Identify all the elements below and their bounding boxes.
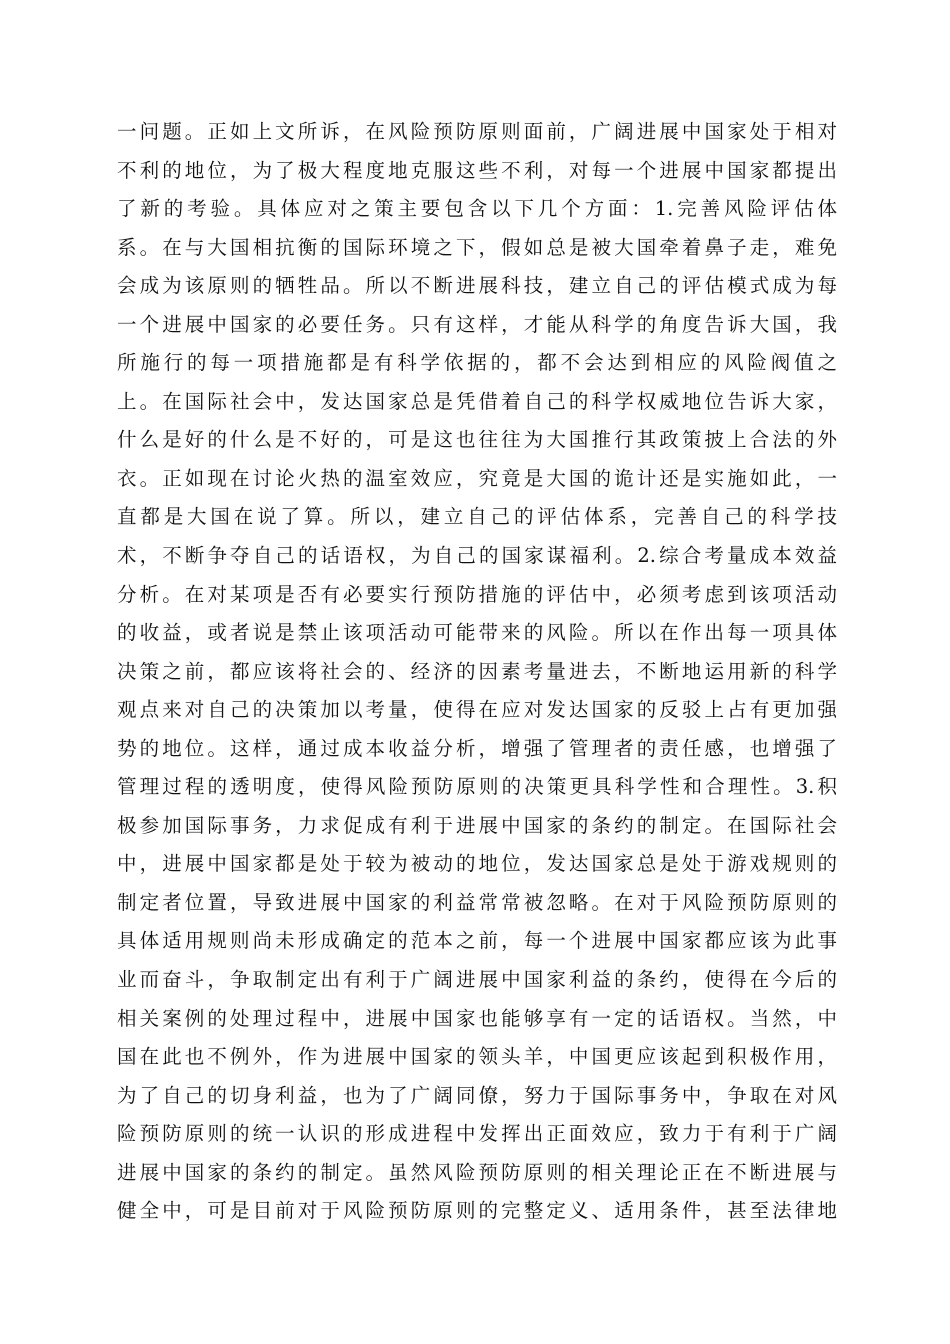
text-line-24: 相关案例的处理过程中，进展中国家也能够享有一定的话语权。当然，中 [117,1006,837,1030]
text-line-20: 中，进展中国家都是处于较为被动的地位，发达国家总是处于游戏规则的 [117,852,837,876]
text-line-9: 什么是好的什么是不好的，可是这也往往为大国推行其政策披上合法的外 [117,428,837,452]
text-line-13: 分析。在对某项是否有必要实行预防措施的评估中，必须考虑到该项活动 [117,582,837,606]
text-line-8: 上。在国际社会中，发达国家总是凭借着自己的科学权威地位告诉大家， [117,389,837,413]
text-line-5: 会成为该原则的牺牲品。所以不断进展科技，建立自己的评估模式成为每 [117,274,837,298]
text-line-1: 一问题。正如上文所诉，在风险预防原则面前，广阔进展中国家处于相对 [117,120,837,143]
text-line-22: 具体适用规则尚未形成确定的范本之前，每一个进展中国家都应该为此事 [117,929,837,953]
text-line-15: 决策之前，都应该将社会的、经济的因素考量进去，不断地运用新的科学 [117,659,837,683]
text-line-7: 所施行的每一项措施都是有科学依据的，都不会达到相应的风险阀值之 [117,351,837,375]
text-line-6: 一个进展中国家的必要任务。只有这样，才能从科学的角度告诉大国，我 [117,312,837,336]
text-line-2: 不利的地位，为了极大程度地克服这些不利，对每一个进展中国家都提出 [117,158,837,182]
text-line-17: 势的地位。这样，通过成本收益分析，增强了管理者的责任感，也增强了 [117,736,837,760]
text-line-16: 观点来对自己的决策加以考量，使得在应对发达国家的反驳上占有更加强 [117,698,837,722]
text-line-18: 管理过程的透明度，使得风险预防原则的决策更具科学性和合理性。3.积 [117,775,837,799]
text-line-10: 衣。正如现在讨论火热的温室效应，究竟是大国的诡计还是实施如此，一 [117,466,837,490]
text-line-3: 了新的考验。具体应对之策主要包含以下几个方面：1.完善风险评估体 [117,197,837,221]
text-line-4: 系。在与大国相抗衡的国际环境之下，假如总是被大国牵着鼻子走，难免 [117,235,837,259]
text-line-21: 制定者位置，导致进展中国家的利益常常被忽略。在对于风险预防原则的 [117,890,837,914]
text-line-26: 为了自己的切身利益，也为了广阔同僚，努力于国际事务中，争取在对风 [117,1083,837,1107]
text-line-19: 极参加国际事务，力求促成有利于进展中国家的条约的制定。在国际社会 [117,813,837,837]
text-line-14: 的收益，或者说是禁止该项活动可能带来的风险。所以在作出每一项具体 [117,621,837,645]
text-line-23: 业而奋斗，争取制定出有利于广阔进展中国家利益的条约，使得在今后的 [117,968,837,992]
text-line-28: 进展中国家的条约的制定。虽然风险预防原则的相关理论正在不断进展与 [117,1160,837,1184]
text-line-12: 术，不断争夺自己的话语权，为自己的国家谋福利。2.综合考量成本效益 [117,544,837,568]
text-line-29: 健全中，可是目前对于风险预防原则的完整定义、适用条件，甚至法律地 [117,1199,837,1223]
body-text [117,113,837,1231]
text-line-25: 国在此也不例外，作为进展中国家的领头羊，中国更应该起到积极作用， [117,1045,837,1069]
text-line-27: 险预防原则的统一认识的形成进程中发挥出正面效应，致力于有利于广阔 [117,1122,837,1146]
text-line-11: 直都是大国在说了算。所以，建立自己的评估体系，完善自己的科学技 [117,505,837,529]
